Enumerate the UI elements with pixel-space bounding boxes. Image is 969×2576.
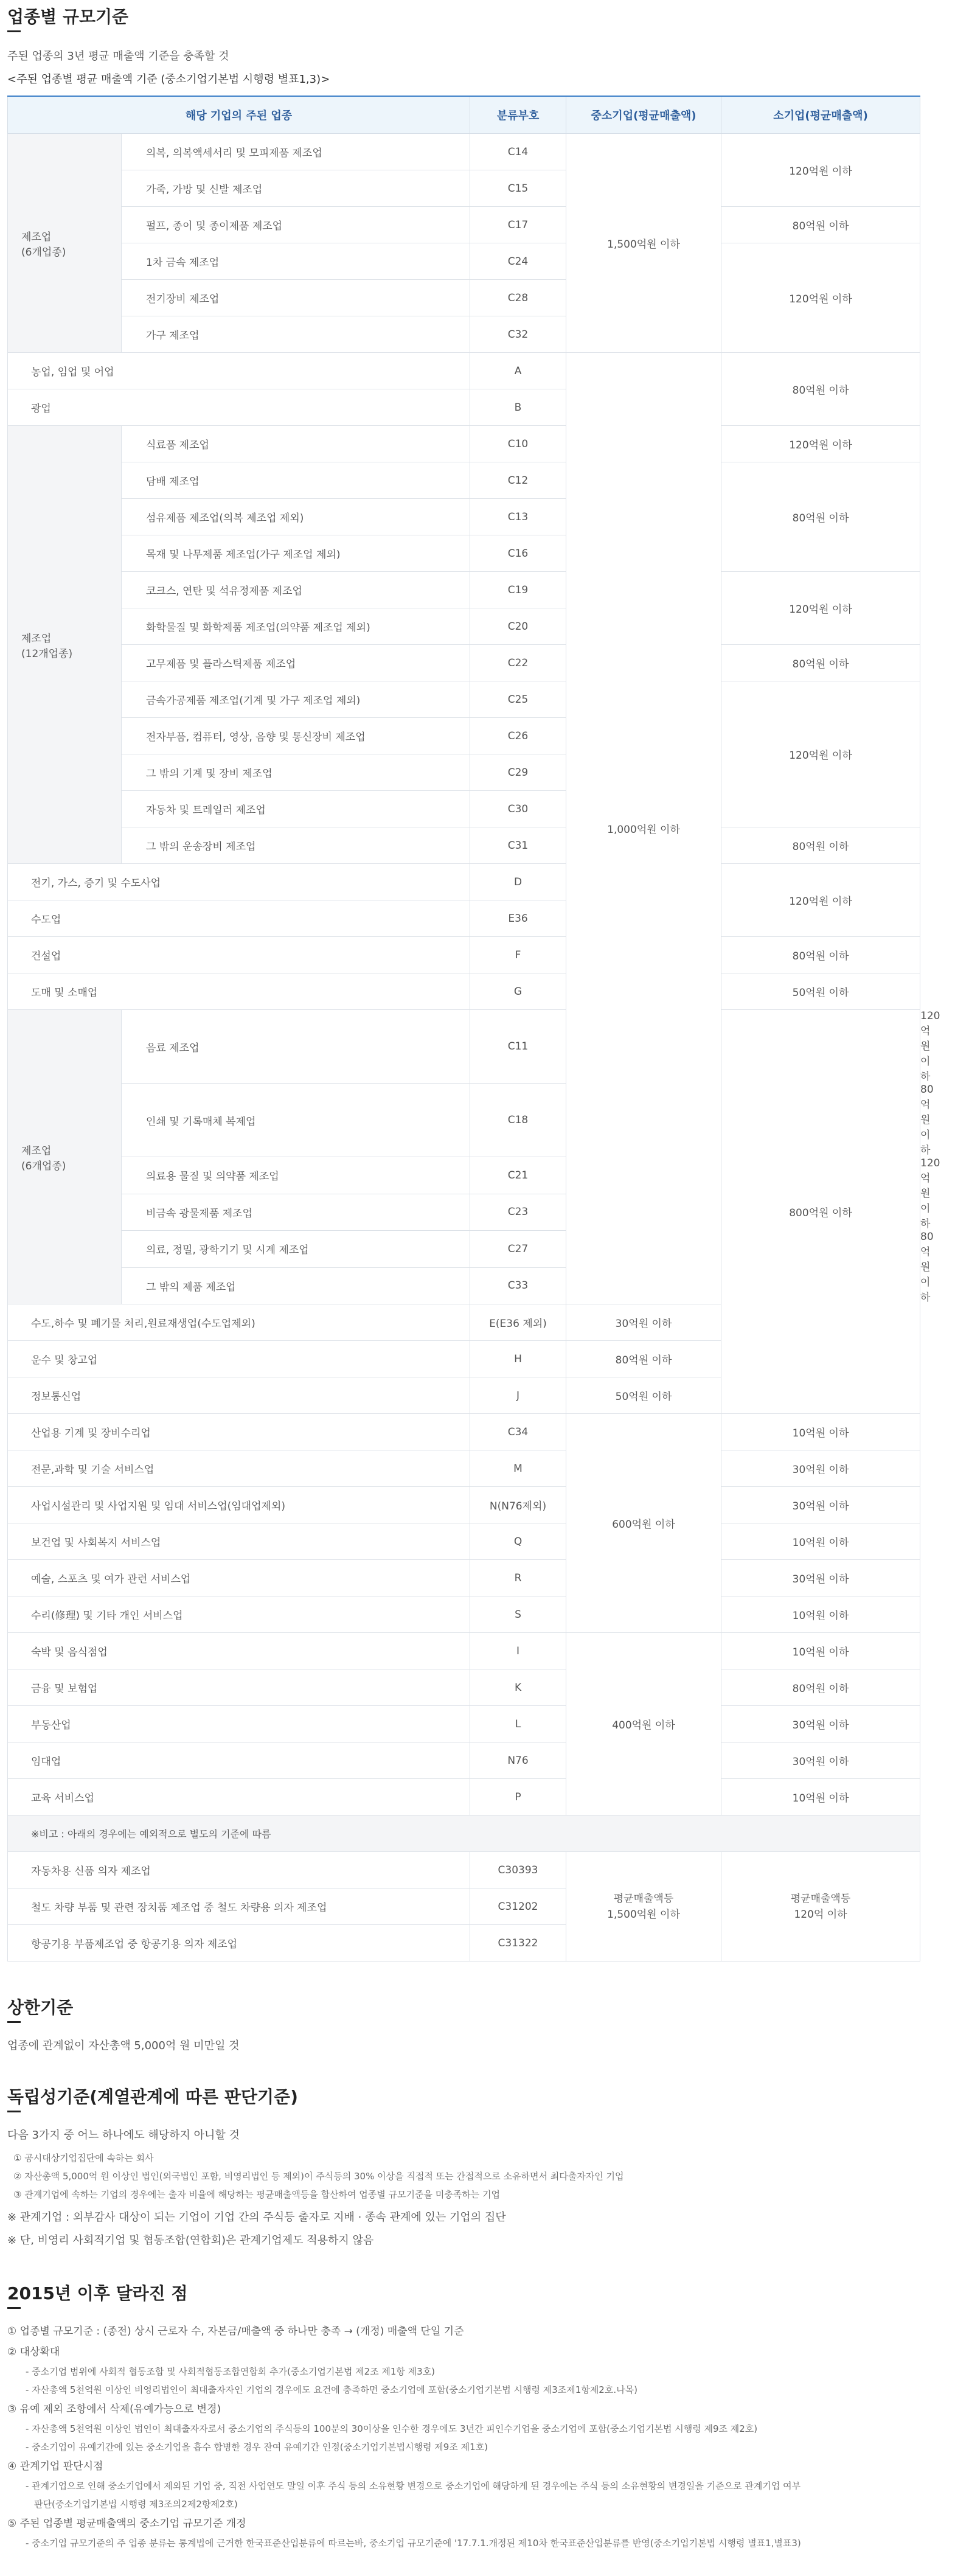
table-row	[8, 1742, 920, 1779]
table-caption: <주된 업종별 평균 매출액 기준 (중소기업기본법 시행령 별표1,3)>	[7, 73, 330, 86]
industry-code: C30	[470, 791, 566, 827]
small-threshold: 30억원 이하	[721, 1487, 920, 1523]
exception-name: 철도 차량 부품 및 관련 장치품 제조업 중 철도 차량용 의자 제조업	[8, 1888, 470, 1925]
small-threshold: 10억원 이하	[721, 1779, 920, 1815]
industry-code: F	[470, 937, 566, 973]
industry-code: C15	[470, 170, 566, 207]
section-title: 업종별 규모기준	[7, 7, 129, 27]
change-detail: - 관계기업으로 인해 중소기업에서 제외된 기업 중, 직전 사업연도 말일 이후 주식 등의 소유현황 변경으로 중소기업에 해당하게 된 경우에는 주식 등의 소유현황의 변경일을 기준으로 관계기업 여부	[26, 2480, 801, 2491]
note-exception: ※ 단, 비영리 사회적기업 및 협동조합(연합회)은 관계기업제도 적용하지 않음	[7, 2234, 374, 2247]
exception-name: 자동차용 신품 의자 제조업	[8, 1852, 470, 1888]
industry-name: 전문,과학 및 기술 서비스업	[8, 1450, 470, 1487]
industry-code: C21	[470, 1157, 566, 1194]
indep-list	[7, 2149, 920, 2204]
industry-name: 전자부품, 컴퓨터, 영상, 음향 및 통신장비 제조업	[122, 718, 470, 754]
table-row	[8, 681, 920, 718]
change-item	[7, 2399, 920, 2456]
small-threshold: 120억원 이하	[721, 681, 920, 827]
industry-name: 식료품 제조업	[122, 426, 470, 462]
mid-threshold: 400억원 이하	[566, 1633, 721, 1815]
small-threshold: 80억원 이하	[721, 827, 920, 864]
size-section	[7, 0, 920, 88]
industry-code: R	[470, 1560, 566, 1596]
industry-code: C19	[470, 572, 566, 608]
industry-name: 금융 및 보험업	[8, 1669, 470, 1706]
industry-name: 비금속 광물제품 제조업	[122, 1194, 470, 1231]
group-label: 제조업 (6개업종)	[8, 134, 122, 353]
industry-name: 인쇄 및 기록매체 복제업	[122, 1084, 470, 1157]
table-row	[8, 864, 920, 900]
industry-code: A	[470, 353, 566, 389]
industry-code: B	[470, 389, 566, 426]
small-threshold: 80억원 이하	[721, 937, 920, 973]
industry-code: G	[470, 973, 566, 1010]
industry-name: 정보통신업	[8, 1377, 470, 1414]
small-threshold: 10억원 이하	[721, 1414, 920, 1450]
industry-name: 임대업	[8, 1742, 470, 1779]
industry-name: 예술, 스포츠 및 여가 관련 서비스업	[8, 1560, 470, 1596]
table-row	[8, 1450, 920, 1487]
change-detail: 판단(중소기업기본법 시행령 제3조의2제2항제2호)	[34, 2499, 238, 2510]
title-underline	[7, 30, 21, 32]
industry-name: 수도,하수 및 폐기물 처리,원료재생업(수도업제외)	[8, 1304, 470, 1341]
industry-code: C23	[470, 1194, 566, 1231]
table-row	[8, 207, 920, 243]
industry-name: 운수 및 창고업	[8, 1341, 470, 1377]
industry-code: K	[470, 1669, 566, 1706]
small-threshold: 50억원 이하	[566, 1377, 721, 1414]
indep-section	[7, 2086, 920, 2251]
industry-code: M	[470, 1450, 566, 1487]
industry-name: 가구 제조업	[122, 316, 470, 353]
table-row	[8, 1414, 920, 1450]
upper-section	[7, 1997, 920, 2055]
industry-name: 숙박 및 음식점업	[8, 1633, 470, 1669]
group-label: 제조업 (12개업종)	[8, 426, 122, 864]
header-code: 분류부호	[470, 96, 566, 134]
industry-code: H	[470, 1341, 566, 1377]
industry-code: L	[470, 1706, 566, 1742]
change-detail: - 자산총액 5천억원 이상인 비영리법인이 최대출자자인 기업의 경우에도 요건에 충족하면 중소기업에 포함(중소기업기본법 시행령 제3조제1항제2호.나목)	[26, 2384, 637, 2395]
page	[7, 0, 940, 2552]
small-threshold: 80억원 이하	[721, 1669, 920, 1706]
table-row	[8, 572, 920, 608]
table-row	[8, 243, 920, 280]
industry-name: 건설업	[8, 937, 470, 973]
section-desc: 업종에 관계없이 자산총액 5,000억 원 미만일 것	[7, 2039, 240, 2052]
small-threshold: 10억원 이하	[721, 1596, 920, 1633]
table-row	[8, 1669, 920, 1706]
table-row	[8, 1633, 920, 1669]
table-row: 의료용 물질 및 의약품 제조업 C21 120억원 이하	[8, 1157, 920, 1194]
small-threshold: 30억원 이하	[721, 1450, 920, 1487]
change-label: ① 업종별 규모기준 : (종전) 상시 근로자 수, 자본금/매출액 중 하나만 충족 → (개정) 매출액 단일 기준	[7, 2325, 464, 2338]
industry-code: C24	[470, 243, 566, 280]
table-row	[8, 1523, 920, 1560]
small-threshold: 80억원 이하	[566, 1341, 721, 1377]
change-item	[7, 2321, 920, 2342]
exception-name: 항공기용 부품제조업 중 항공기용 의자 제조업	[8, 1925, 470, 1962]
industry-name: 전기, 가스, 증기 및 수도사업	[8, 864, 470, 900]
table-row	[8, 1852, 920, 1888]
change-label: ③ 유예 제외 조항에서 삭제(유예가능으로 변경)	[7, 2403, 221, 2415]
industry-name: 고무제품 및 플라스틱제품 제조업	[122, 645, 470, 681]
industry-name: 농업, 임업 및 어업	[8, 353, 470, 389]
change-item	[7, 2456, 920, 2513]
title-underline	[7, 2021, 21, 2023]
small-threshold: 30억원 이하	[721, 1560, 920, 1596]
section-desc: 주된 업종의 3년 평균 매출액 기준을 충족할 것	[7, 50, 229, 63]
note-related: ※ 관계기업 : 외부감사 대상이 되는 기업이 기업 간의 주식등 출자로 지배 · 종속 관계에 있는 기업의 집단	[7, 2211, 506, 2224]
industry-name: 수리(修理) 및 기타 개인 서비스업	[8, 1596, 470, 1633]
table-row: 인쇄 및 기록매체 복제업 C18 80억원 이하	[8, 1084, 920, 1157]
table-row	[8, 937, 920, 973]
header-mid: 중소기업(평균매출액)	[566, 96, 721, 134]
industry-code: S	[470, 1596, 566, 1633]
small-threshold: 30억원 이하	[566, 1304, 721, 1341]
industry-name: 사업시설관리 및 사업지원 및 임대 서비스업(임대업제외)	[8, 1487, 470, 1523]
industry-code: C26	[470, 718, 566, 754]
industry-code: C33	[470, 1267, 566, 1304]
industry-name: 화학물질 및 화학제품 제조업(의약품 제조업 제외)	[122, 608, 470, 645]
mid-threshold: 800억원 이하	[721, 1010, 920, 1414]
industry-name: 의복, 의복액세서리 및 모피제품 제조업	[122, 134, 470, 170]
industry-code: C10	[470, 426, 566, 462]
header-industry: 해당 기업의 주된 업종	[8, 96, 470, 134]
mid-threshold: 1,000억원 이하	[566, 353, 721, 1304]
industry-name: 도매 및 소매업	[8, 973, 470, 1010]
exception-code: C31202	[470, 1888, 566, 1925]
industry-code: E(E36 제외)	[470, 1304, 566, 1341]
section-desc: 다음 3가지 중 어느 하나에도 해당하지 아니할 것	[7, 2129, 240, 2142]
industry-code: N76	[470, 1742, 566, 1779]
industry-code: C28	[470, 280, 566, 316]
industry-code: C22	[470, 645, 566, 681]
small-threshold: 120억원 이하	[721, 864, 920, 937]
industry-code: J	[470, 1377, 566, 1414]
industry-name: 산업용 기계 및 장비수리업	[8, 1414, 470, 1450]
table-note: ※비고 : 아래의 경우에는 예외적으로 별도의 기준에 따름	[8, 1815, 920, 1852]
small-threshold: 80억원 이하	[721, 207, 920, 243]
table-row	[8, 1779, 920, 1815]
industry-code: I	[470, 1633, 566, 1669]
industry-name: 그 밖의 제품 제조업	[122, 1267, 470, 1304]
industry-name: 광업	[8, 389, 470, 426]
title-underline	[7, 2111, 21, 2112]
change-label: ⑤ 주된 업종별 평균매출액의 중소기업 규모기준 개정	[7, 2518, 246, 2530]
section-title: 독립성기준(계열관계에 따른 판단기준)	[7, 2087, 298, 2107]
industry-code: C12	[470, 462, 566, 499]
title-underline	[7, 2307, 21, 2309]
change-label: ② 대상확대	[7, 2346, 60, 2358]
industry-code: C32	[470, 316, 566, 353]
industry-name: 보건업 및 사회복지 서비스업	[8, 1523, 470, 1560]
table-row: 의료, 정밀, 광학기기 및 시계 제조업 C27 80억원 이하	[8, 1231, 920, 1268]
industry-name: 부동산업	[8, 1706, 470, 1742]
industry-name: 그 밖의 기계 및 장비 제조업	[122, 754, 470, 791]
table-row	[8, 426, 920, 462]
header-small: 소기업(평균매출액)	[721, 96, 920, 134]
list-item: ① 공시대상기업집단에 속하는 회사	[13, 2153, 154, 2163]
exception-small: 평균매출액등 120억 이하	[721, 1852, 920, 1962]
small-threshold: 120억원 이하	[721, 134, 920, 207]
small-threshold: 80억원 이하	[721, 462, 920, 572]
industry-name: 목재 및 나무제품 제조업(가구 제조업 제외)	[122, 535, 470, 572]
industry-name: 의료, 정밀, 광학기기 및 시계 제조업	[122, 1231, 470, 1268]
exception-code: C31322	[470, 1925, 566, 1962]
table-row	[8, 973, 920, 1010]
industry-name: 코크스, 연탄 및 석유정제품 제조업	[122, 572, 470, 608]
small-threshold: 30억원 이하	[721, 1742, 920, 1779]
change-label: ④ 관계기업 판단시점	[7, 2460, 103, 2473]
small-threshold: 120억원 이하	[721, 572, 920, 645]
mid-threshold: 1,500억원 이하	[566, 134, 721, 353]
industry-name: 그 밖의 운송장비 제조업	[122, 827, 470, 864]
industry-code: C27	[470, 1231, 566, 1268]
exception-mid: 평균매출액등 1,500억원 이하	[566, 1852, 721, 1962]
industry-code: P	[470, 1779, 566, 1815]
industry-code: C20	[470, 608, 566, 645]
industry-code: C25	[470, 681, 566, 718]
section-title: 상한기준	[7, 1997, 74, 2017]
industry-code: N(N76제외)	[470, 1487, 566, 1523]
industry-name: 금속가공제품 제조업(기계 및 가구 제조업 제외)	[122, 681, 470, 718]
change-detail: - 자산총액 5천억원 이상인 법인이 최대출자자로서 중소기업의 주식등의 100분의 30이상을 인수한 경우에도 3년간 피인수기업을 중소기업에 포함(중소기업기본법 시행령 제9조 제2호)	[26, 2423, 758, 2434]
industry-code: E36	[470, 900, 566, 937]
industry-name: 음료 제조업	[122, 1010, 470, 1084]
industry-name: 가죽, 가방 및 신발 제조업	[122, 170, 470, 207]
exception-code: C30393	[470, 1852, 566, 1888]
industry-code: C17	[470, 207, 566, 243]
table-row	[8, 353, 920, 389]
section-title: 2015년 이후 달라진 점	[7, 2283, 188, 2303]
change-detail: - 중소기업 규모기준의 주 업종 분류는 통계법에 근거한 한국표준산업분류에 따르는바, 중소기업 규모기준에 '17.7.1.개정된 제10차 한국표준산업분류를 반영(중소기업기본법 시행령 별표1,별표3)	[26, 2538, 801, 2549]
industry-name: 의료용 물질 및 의약품 제조업	[122, 1157, 470, 1194]
industry-code: Q	[470, 1523, 566, 1560]
table-note-row	[8, 1815, 920, 1852]
industry-name: 교육 서비스업	[8, 1779, 470, 1815]
list-item: ② 자산총액 5,000억 원 이상인 법인(외국법인 포함, 비영리법인 등 제외)이 주식등의 30% 이상을 직접적 또는 간접적으로 소유하면서 최다출자자인 기업	[13, 2171, 624, 2182]
changes-section	[7, 2283, 920, 2552]
industry-code: C13	[470, 499, 566, 535]
small-threshold: 120억원 이하	[721, 243, 920, 353]
change-item	[7, 2513, 920, 2552]
table-row	[8, 134, 920, 170]
small-threshold: 10억원 이하	[721, 1633, 920, 1669]
industry-name: 펄프, 종이 및 종이제품 제조업	[122, 207, 470, 243]
size-table	[7, 96, 940, 1962]
change-item	[7, 2342, 920, 2399]
table-row	[8, 1706, 920, 1742]
small-threshold: 120억원 이하	[721, 426, 920, 462]
small-threshold: 10억원 이하	[721, 1523, 920, 1560]
small-threshold: 50억원 이하	[721, 973, 920, 1010]
table-row	[8, 462, 920, 499]
list-item: ③ 관계기업에 속하는 기업의 경우에는 출자 비율에 해당하는 평균매출액등을 합산하여 업종별 규모기준을 미충족하는 기업	[13, 2189, 500, 2200]
table-row	[8, 1487, 920, 1523]
change-detail: - 중소기업이 유예기간에 있는 중소기업을 흡수 합병한 경우 잔여 유예기간 인정(중소기업기본법시행령 제9조 제1호)	[26, 2442, 488, 2452]
industry-name: 수도업	[8, 900, 470, 937]
industry-code: C16	[470, 535, 566, 572]
small-threshold: 80억원 이하	[721, 353, 920, 426]
industry-code: C31	[470, 827, 566, 864]
industry-code: C29	[470, 754, 566, 791]
industry-name: 전기장비 제조업	[122, 280, 470, 316]
table-row	[8, 827, 920, 864]
industry-code: C34	[470, 1414, 566, 1450]
table-row	[8, 645, 920, 681]
table-row	[8, 1560, 920, 1596]
small-threshold: 80억원 이하	[721, 645, 920, 681]
industry-code: D	[470, 864, 566, 900]
industry-name: 섬유제품 제조업(의복 제조업 제외)	[122, 499, 470, 535]
table-row: 제조업 (6개업종) 음료 제조업 C11 800억원 이하 120억원 이하	[8, 1010, 920, 1084]
changes-list	[7, 2321, 920, 2552]
table-row	[8, 1596, 920, 1633]
industry-name: 1차 금속 제조업	[122, 243, 470, 280]
industry-code: C18	[470, 1084, 566, 1157]
industry-code: C11	[470, 1010, 566, 1084]
small-threshold: 30억원 이하	[721, 1706, 920, 1742]
change-detail: - 중소기업 범위에 사회적 협동조합 및 사회적협동조합연합회 추가(중소기업기본법 제2조 제1항 제3호)	[26, 2366, 436, 2377]
industry-code: C14	[470, 134, 566, 170]
mid-threshold: 600억원 이하	[566, 1414, 721, 1633]
industry-name: 자동차 및 트레일러 제조업	[122, 791, 470, 827]
industry-name: 담배 제조업	[122, 462, 470, 499]
group-label: 제조업 (6개업종)	[8, 1010, 122, 1304]
